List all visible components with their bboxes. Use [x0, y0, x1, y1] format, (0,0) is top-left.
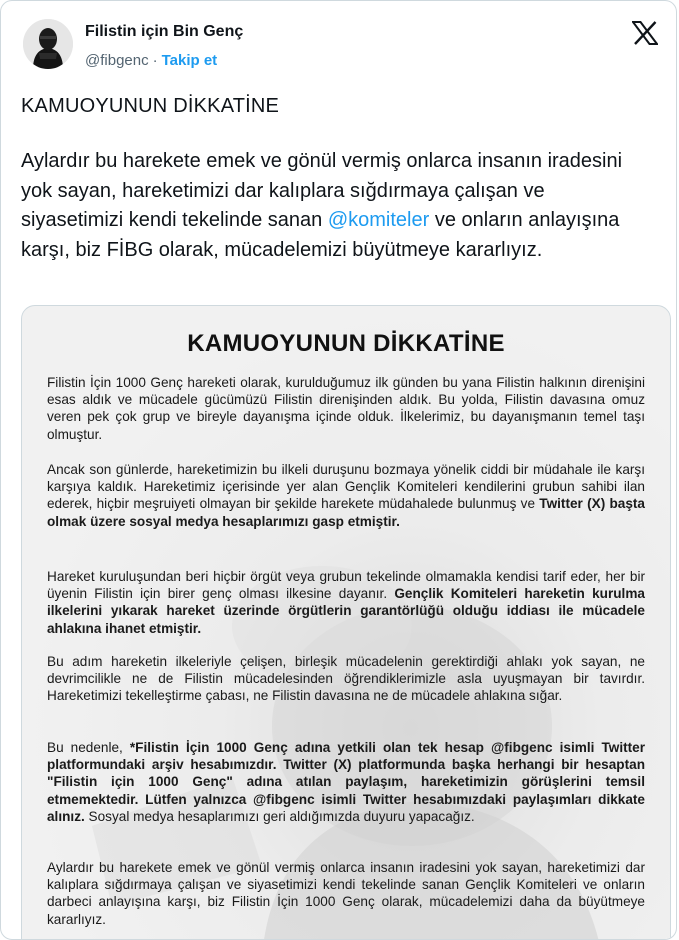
- paragraph-bold-text: Twitter (X) başta olmak üzere sosyal medya hesaplarımızı gasp etmiştir.: [47, 496, 645, 529]
- avatar[interactable]: [23, 19, 73, 69]
- paragraph-text: Ancak son günlerde, hareketimizin bu ilkeli duruşunu bozmaya yönelik ciddi bir müdahale ile karşı karşıya kaldık. Hareketimiz içerisinde yer alan Gençlik Komiteleri kendilerini grubun sahibi ilan ederek, hiçbir meşruiyeti olmayan bir şekilde harekete müdahalede bulunmuş ve: [47, 462, 645, 512]
- paragraph-3: [47, 568, 645, 637]
- image-title: KAMUOYUNUN DİKKATİNE: [187, 330, 505, 357]
- author-meta: [85, 52, 217, 69]
- paragraph-2: [47, 461, 645, 530]
- separator: ·: [152, 52, 158, 69]
- paragraph-1: Filistin İçin 1000 Genç hareketi olarak, kurulduğumuz ilk günden bu yana Filistin halkının direnişini esas aldık ve mücadele gücümüzü Filistin direnişinden aldık. Bu yolda, Filistin davasına omuz veren pek çok grup ve bireyle dayanışma içinde olduk. İlkelerimiz, bu dayanışmanın temel taşı olmuştur.: [47, 375, 645, 442]
- x-logo-icon[interactable]: [632, 21, 658, 45]
- tweet-text-part: ve onların anlayışına karşı, biz FİBG olarak, mücadelemizi büyütmeye kararlıyız.: [21, 209, 620, 261]
- follow-button[interactable]: Takip et: [161, 52, 218, 69]
- paragraph-4: Bu adım hareketin ilkeleriyle çelişen, birleşik mücadelenin gerektirdiği ahlakı yok sayan, ne devrimcilikle ne de Filistin mücadelesinden öğrendiklerimizle asla uyuşmayan bir tavırdır. Hareketimizi tekelleştirme çabası, ne Filistin davasına ne de mücadele ahlakına sığar.: [47, 654, 645, 704]
- tweet-text-part: Aylardır bu harekete emek ve gönül vermiş onlarca insanın iradesini yok sayan, hareketimizi dar kalıplara sığdırmaya çalışan ve siyasetimizi kendi tekelinde sanan: [21, 150, 623, 231]
- tweet-text: [21, 147, 651, 265]
- paragraph-6: Aylardır bu harekete emek ve gönül vermiş onlarca insanın iradesini yok sayan, hareketimizi dar kalıplara sığdırmaya çalışan ve siyasetimizi kendi tekelinde sanan Gençlik Komiteleri ve onların darbeci anlayışına karşı, biz Filistin İçin 1000 Genç olarak, mücadelemizi daha da büyütmeye kararlıyız.: [47, 860, 645, 927]
- paragraph-text: Hareket kuruluşundan beri hiçbir örgüt veya grubun tekelinde olmamakla kendisi tarif eder, her bir üyenin Filistin için birer genç olması ilkesine dayanır.: [47, 569, 645, 602]
- tweet-title: KAMUOYUNUN DİKKATİNE: [21, 95, 280, 117]
- author-name[interactable]: Filistin için Bin Genç: [85, 23, 244, 40]
- author-handle[interactable]: @fibgenc: [85, 52, 149, 69]
- paragraph-text: Bu nedenle,: [47, 740, 130, 755]
- paragraph-bold-text: Gençlik Komiteleri hareketin kurulma ilkelerini yıkarak hareket üzerinde örgütlerin garantörlüğü olduğu iddiası ile mücadele ahlakına ihanet etmiştir.: [47, 586, 645, 636]
- paragraph-bold-text: *Filistin İçin 1000 Genç adına yetkili olan tek hesap @fibgenc isimli Twitter platformundaki arşiv hesabımızdır. Twitter (X) platformunda başka herhangi bir hesaptan "Filistin için 1000 Genç" adına atılan paylaşım, hareketimizin görüşlerini temsil etmemektedir. Lütfen yalnızca @fibgenc isimli Twitter hesabımızdaki paylaşımları dikkate alınız.: [47, 740, 645, 824]
- tweet-image[interactable]: [21, 305, 671, 940]
- paragraph-5: [47, 739, 645, 825]
- tweet-header: [19, 15, 658, 75]
- paragraph-text: Sosyal medya hesaplarımızı geri aldığımızda duyuru yapacağız.: [84, 808, 475, 824]
- avatar-image: [23, 19, 73, 69]
- mention-link[interactable]: @komiteler: [327, 209, 430, 231]
